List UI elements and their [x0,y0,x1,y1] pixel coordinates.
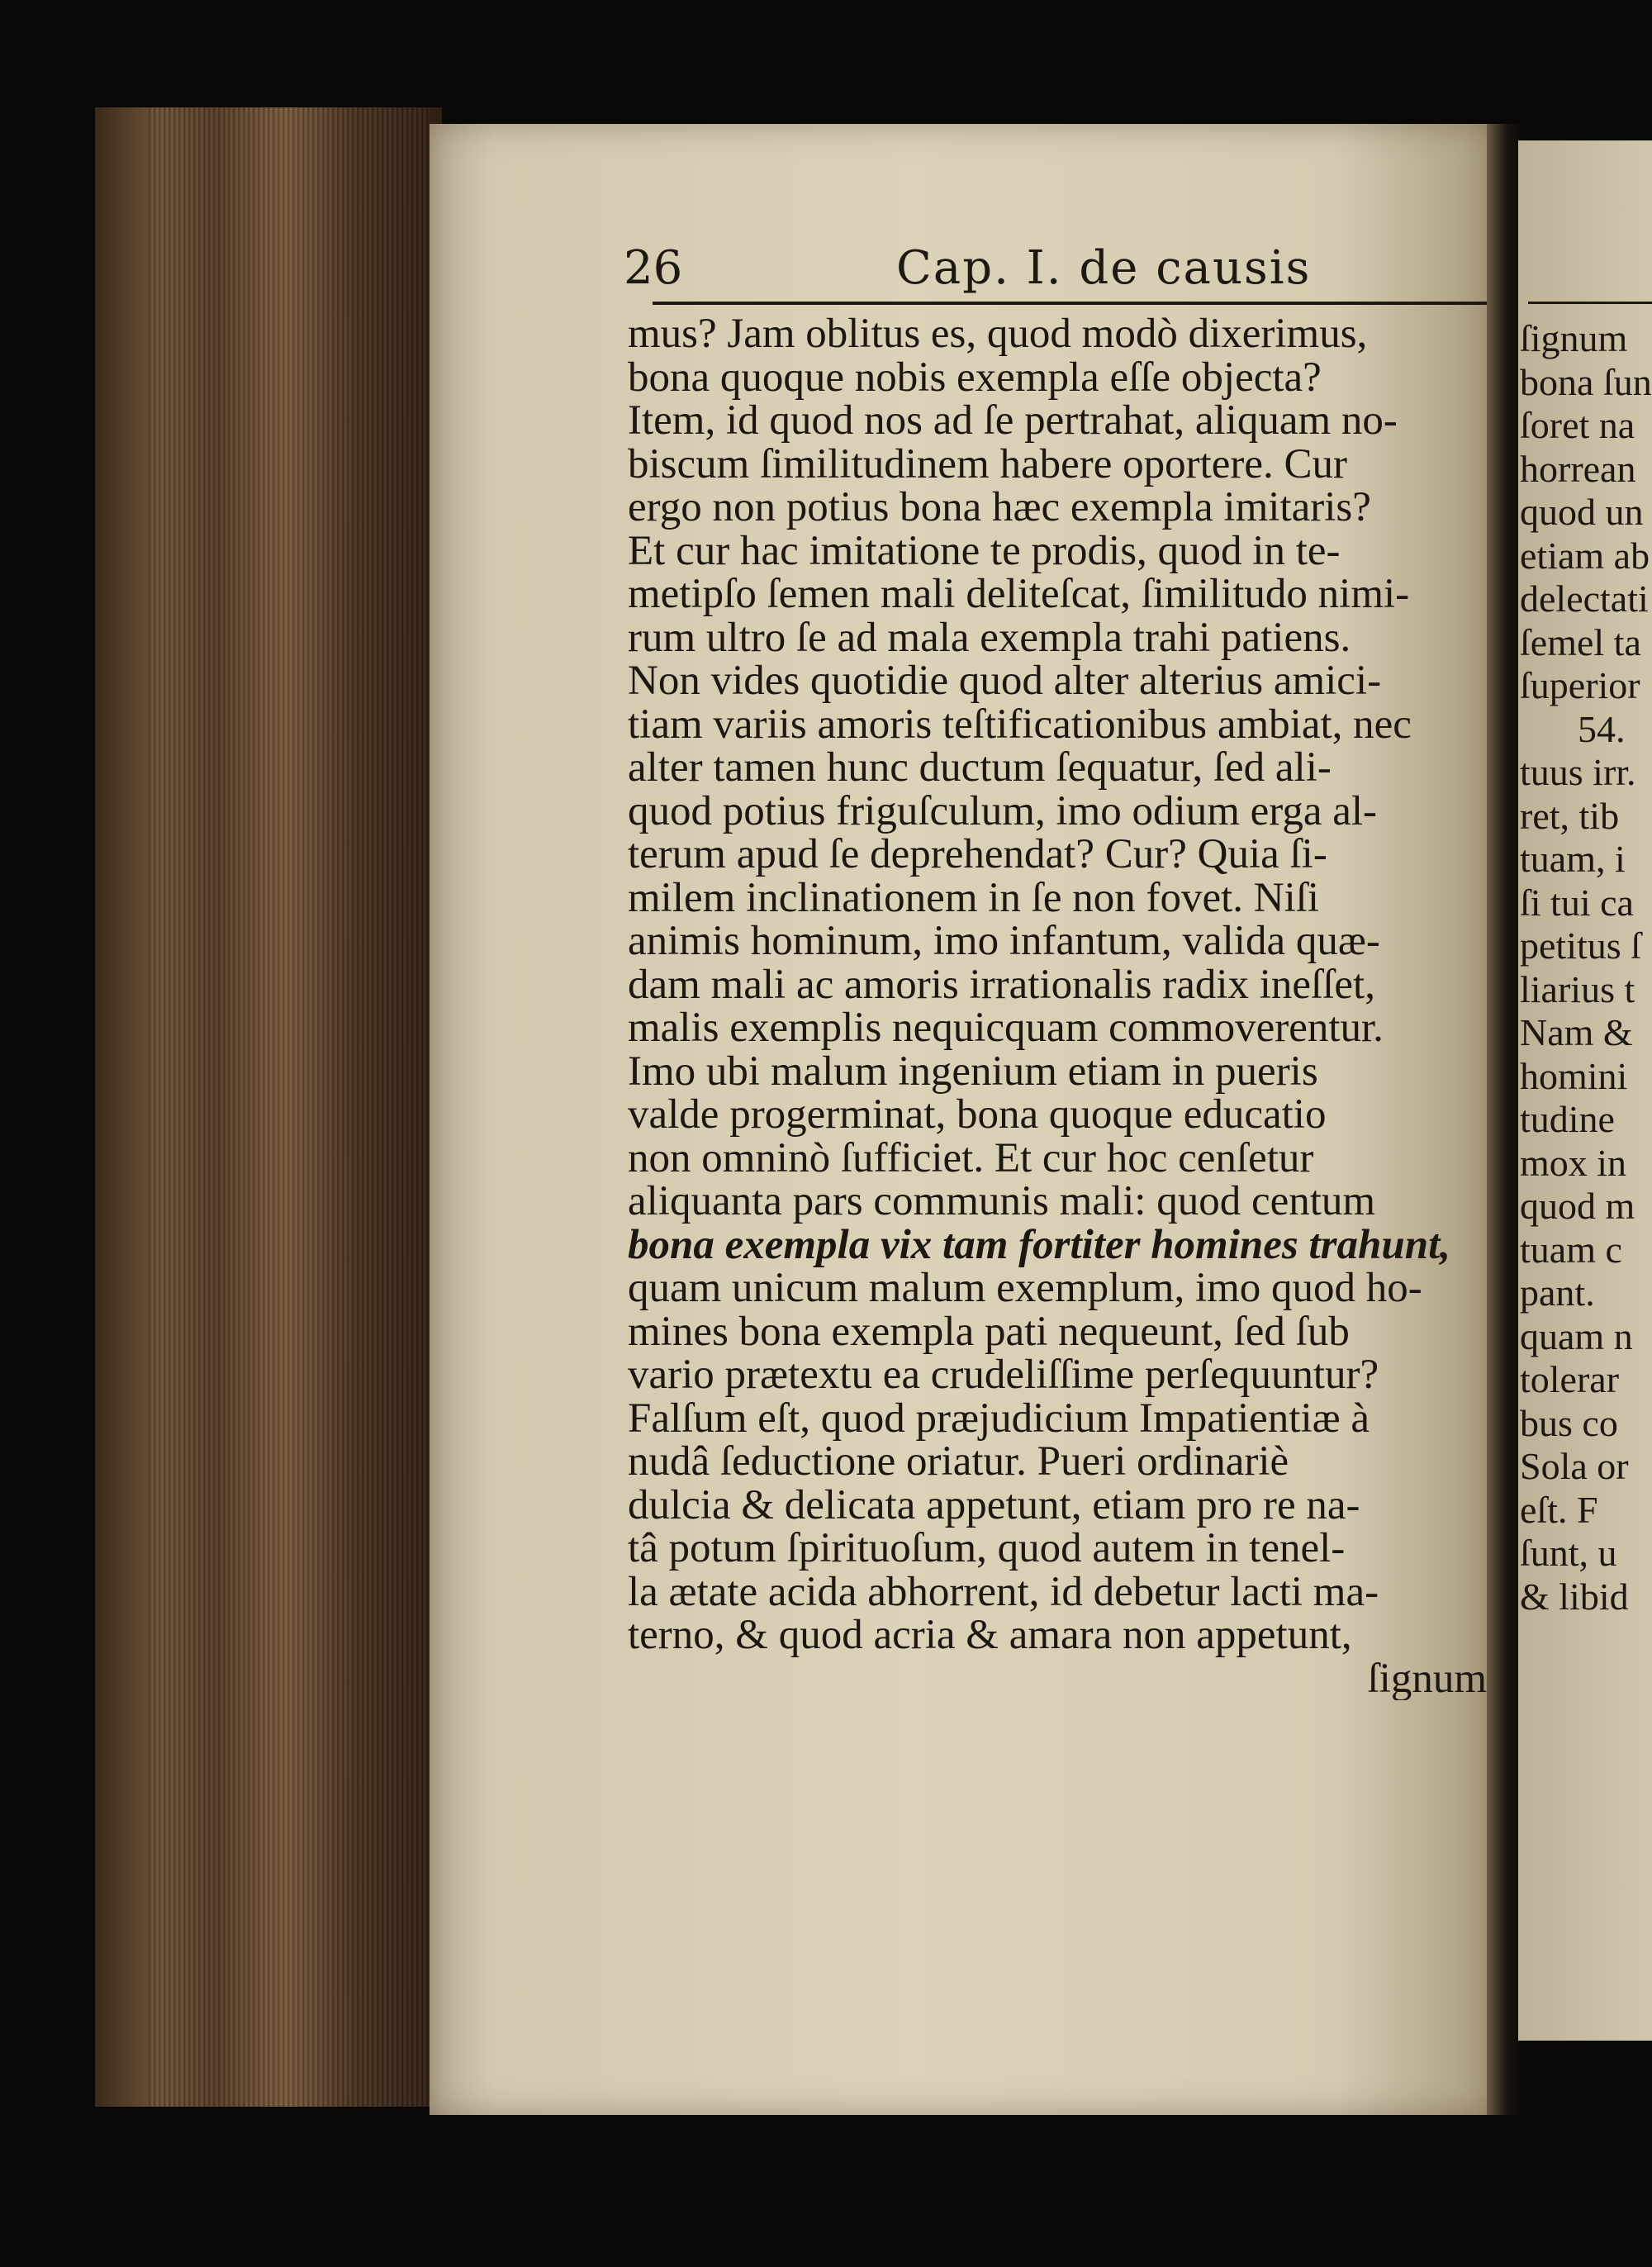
text-line: rum ultro ſe ad mala exempla trahi patiens. [628,614,1351,661]
text-line: quod potius friguſculum, imo odium erga al- [628,787,1378,834]
right-text-line: tuus irr. [1520,751,1636,793]
right-text-line: Sola or [1520,1445,1629,1487]
text-line: ergo non potius bona hæc exempla imitaris? [628,484,1371,530]
right-text-line: tuam c [1520,1228,1622,1271]
right-text-line: eſt. F [1520,1488,1598,1531]
right-text-line: tuam, i [1520,838,1626,880]
text-line: Item, id quod nos ad ſe pertrahat, aliquam no- [628,397,1398,444]
text-line: mines bona exempla pati nequeunt, ſed ſub [628,1308,1350,1355]
text-line: vario prætextu ea crudeliſſime perſequuntur? [628,1352,1379,1398]
text-line: Falſum eſt, quod præjudicium Impatientiæ à [628,1395,1370,1442]
text-line: dulcia & delicata appetunt, etiam pro re na- [628,1481,1360,1528]
right-text-line: delectati [1520,577,1649,620]
right-text-line: ſi tui ca [1520,881,1634,924]
text-line: valde progerminat, bona quoque educatio [628,1091,1327,1138]
text-line: terno, & quod acria & amara non appetunt, [628,1612,1352,1658]
text-line: quam unicum malum exemplum, imo quod ho- [628,1265,1422,1311]
text-line: aliquanta pars communis mali: quod centum [628,1178,1376,1224]
text-line: metipſo ſemen mali deliteſcat, ſimilitudo nimi- [628,571,1410,617]
page-header [624,241,1483,299]
text-line: Imo ubi malum ingenium etiam in pueris [628,1048,1318,1095]
running-head: Cap. I. de causis [896,241,1312,295]
text-line: dam mali ac amoris irrationalis radix ineſſet, [628,961,1375,1008]
text-line: tiam variis amoris teſtificationibus ambiat, nec [628,701,1412,748]
right-text-line: & libid [1520,1575,1629,1618]
text-line: Et cur hac imitatione te prodis, quod in te- [628,527,1341,574]
text-line: Non vides quotidie quod alter alterius amici- [628,658,1382,704]
right-text-line: pant. [1520,1271,1595,1314]
text-line: biscum ſimilitudinem habere oportere. Cur [628,440,1348,487]
text-line-italic [628,1221,1495,1268]
body-text [628,312,1495,1700]
text-line: milem inclinationem in ſe non fovet. Niſi [628,874,1320,921]
header-rule [653,302,1487,305]
right-header-rule [1528,302,1652,304]
right-text-line: ſuperior [1520,664,1640,706]
right-text-line: horrean [1520,447,1636,490]
right-text-line: bus co [1520,1401,1618,1444]
right-text-line: ſemel ta [1520,620,1641,663]
text-line: la ætate acida abhorrent, id debetur lacti ma- [628,1568,1379,1615]
right-text-line: tolerar [1520,1358,1620,1400]
right-text-line: etiam ab [1520,534,1650,577]
right-text-line: ſignum [1520,317,1628,359]
page-number: 26 [624,241,683,295]
text-line: animis hominum, imo infantum, valida quæ- [628,918,1380,964]
right-page-text [1520,317,1652,1618]
right-text-line: liarius t [1520,967,1635,1010]
text-line: malis exemplis nequicquam commoverentur. [628,1005,1384,1051]
section-number: 54. [1578,707,1626,750]
italic-text: bona exempla vix tam fortiter homines trahunt, [628,1221,1451,1268]
text-line: bona quoque nobis exempla eſſe objecta? [628,354,1322,401]
right-text-line: quod un [1520,491,1644,533]
right-text-line: ſoret na [1520,404,1635,446]
right-text-line: ſunt, u [1520,1532,1617,1574]
right-text-line: bona ſun [1520,360,1652,403]
right-text-line: quod m [1520,1185,1635,1227]
right-text-line: homini [1520,1054,1628,1097]
page-leaves [149,107,430,2107]
text-line: tâ potum ſpirituoſum, quod autem in tenel- [628,1525,1346,1571]
text-line: terum apud ſe deprehendat? Cur? Quia ſi- [628,831,1327,877]
right-text-line: quam n [1520,1314,1633,1357]
right-text-line: Nam & [1520,1011,1633,1053]
right-text-line: ret, tib [1520,794,1620,837]
text-line: nudâ ſeductione oriatur. Pueri ordinariè [628,1438,1289,1485]
catchword: ſignum [1367,1655,1487,1700]
right-text-line: petitus ſ [1520,924,1641,967]
right-text-line: tudine [1520,1098,1615,1140]
text-line: mus? Jam oblitus es, quod modò dixerimus, [628,312,1368,357]
text-line: non omninò ſufficiet. Et cur hoc cenſetur [628,1134,1314,1181]
text-line: alter tamen hunc ductum ſequatur, ſed ali- [628,744,1332,791]
right-text-line: mox in [1520,1141,1627,1184]
